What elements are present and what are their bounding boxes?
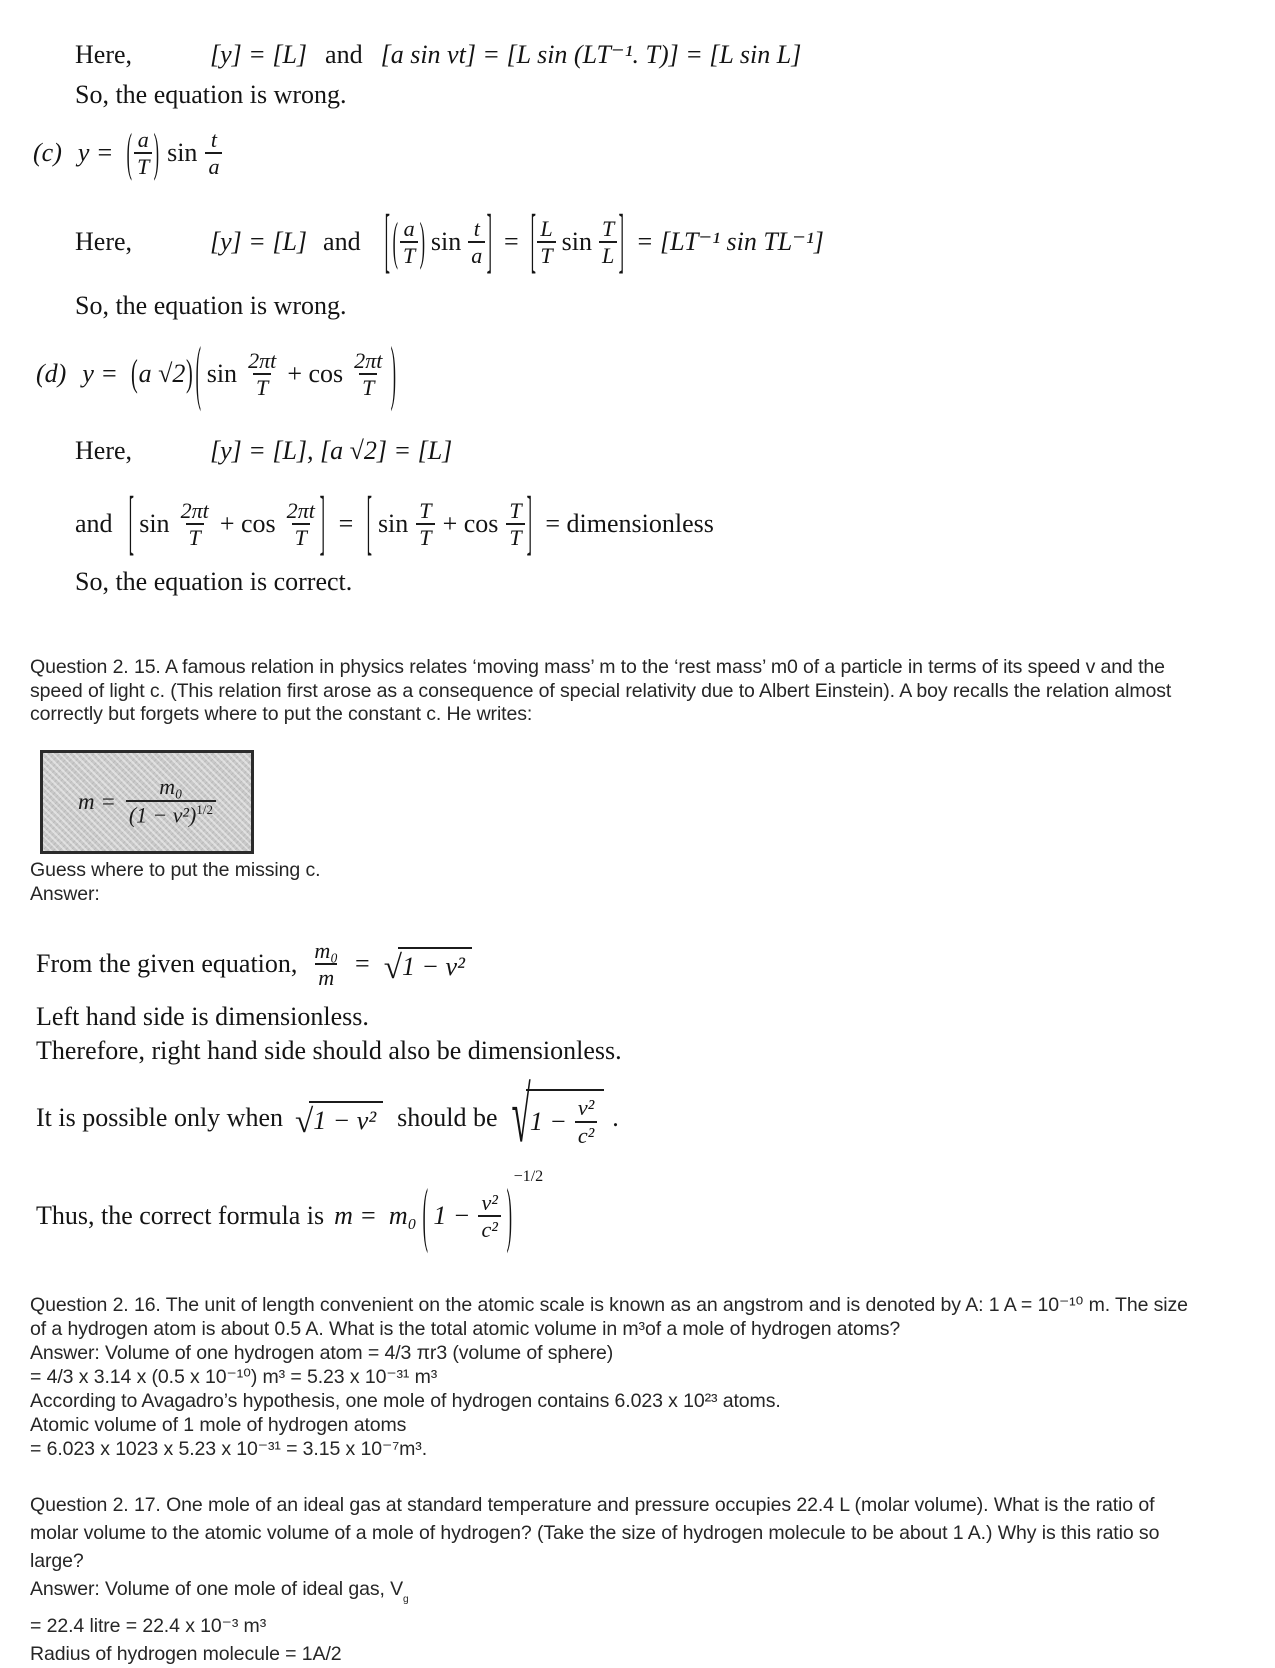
spacer bbox=[283, 1118, 295, 1119]
fraction bbox=[134, 128, 152, 179]
bracket-close: ] bbox=[319, 482, 325, 563]
paren-close: ) bbox=[186, 352, 194, 395]
spacer bbox=[383, 1118, 397, 1119]
guess-text: Guess where to put the missing c. bbox=[30, 859, 321, 881]
spacer bbox=[461, 242, 468, 243]
fraction-numerator: 2πt bbox=[286, 497, 315, 523]
sin-token: sin bbox=[561, 227, 592, 257]
spacer bbox=[118, 374, 130, 375]
fraction bbox=[599, 217, 617, 268]
spacer bbox=[324, 1216, 334, 1217]
fraction-numerator: 2πt bbox=[354, 347, 383, 373]
amplitude-token: a √2 bbox=[138, 359, 186, 389]
math-lhs: y = bbox=[82, 359, 118, 389]
spacer bbox=[519, 242, 529, 243]
spacer bbox=[327, 524, 339, 525]
and-word: and bbox=[325, 40, 363, 69]
math-expression: = [LT⁻¹ sin TL⁻¹] bbox=[635, 227, 824, 257]
fraction-denominator: T bbox=[134, 152, 152, 178]
spacer bbox=[363, 54, 381, 55]
plus-cos-token: + cos bbox=[287, 359, 344, 389]
fraction-numerator: v² bbox=[481, 1189, 498, 1215]
fraction-numerator: T bbox=[419, 497, 432, 523]
fraction bbox=[575, 1096, 597, 1147]
spacer bbox=[279, 374, 287, 375]
conclusion-text: So, the equation is correct. bbox=[75, 567, 353, 596]
item-label: (d) bbox=[36, 359, 67, 389]
fraction-denominator: T bbox=[359, 373, 377, 399]
fraction bbox=[311, 939, 341, 990]
paren-close: ) bbox=[391, 332, 397, 413]
answer-line: Radius of hydrogen molecule = 1A/2 bbox=[30, 1642, 342, 1665]
equation-c bbox=[33, 113, 222, 193]
spacer bbox=[237, 374, 245, 375]
question-line: large? bbox=[30, 1550, 84, 1572]
square-root bbox=[383, 947, 472, 986]
conclusion-wrong-b bbox=[75, 291, 347, 321]
spacer bbox=[385, 374, 389, 375]
math-expression: [y] = [L], [a √2] = [L] bbox=[210, 436, 453, 466]
solution-line-here-c bbox=[75, 428, 452, 474]
lead-text: It is possible only when bbox=[36, 1103, 283, 1133]
lead-text: From the given equation, bbox=[36, 949, 298, 979]
solution-line-here-b bbox=[75, 196, 824, 288]
answer-label bbox=[30, 883, 100, 907]
equals-sign: = bbox=[355, 949, 370, 979]
radical-icon: √ bbox=[295, 1102, 314, 1140]
spacer bbox=[212, 524, 220, 525]
fraction-numerator: T bbox=[601, 215, 615, 241]
spacer bbox=[361, 242, 383, 243]
answer-line bbox=[30, 1575, 1159, 1612]
paren-open: ( bbox=[127, 122, 133, 182]
spacer bbox=[370, 964, 384, 965]
spacer bbox=[592, 242, 599, 243]
fraction bbox=[205, 128, 222, 179]
m-equals: m = bbox=[334, 1201, 377, 1231]
fraction-denominator: T bbox=[400, 241, 418, 267]
fraction-denominator: T bbox=[506, 523, 524, 549]
spacer bbox=[307, 242, 323, 243]
question-line: Question 2. 16. The unit of length convenient on the atomic scale is known as an angstrom and is denoted by A: 1 A = 10⁻¹⁰ m. The size bbox=[30, 1294, 1188, 1316]
question-line: molar volume to the atomic volume of a mole of hydrogen? (Take the size of hydrogen molecule to be about 1 A.) Why is this ratio so bbox=[30, 1522, 1160, 1544]
statement-text: Therefore, right hand side should also be dimensionless. bbox=[36, 1036, 622, 1065]
denominator-exponent: 1/2 bbox=[196, 802, 214, 818]
radicand-prefix: 1 − bbox=[529, 1106, 567, 1136]
question-2-15 bbox=[30, 656, 1171, 727]
fraction-numerator: a bbox=[137, 126, 149, 152]
solution-line-here-a bbox=[75, 40, 801, 70]
question-2-17 bbox=[30, 1491, 1159, 1668]
exponent: −1/2 bbox=[513, 1168, 544, 1185]
fraction-denominator: m bbox=[315, 963, 337, 989]
bracket-close: ] bbox=[486, 200, 493, 281]
bracket-close: ] bbox=[526, 482, 532, 563]
subscript-g: g bbox=[403, 1593, 409, 1605]
math-expression: [a sin vt] = [L sin (LT⁻¹. T)] = [L sin L] bbox=[380, 40, 802, 69]
fraction-denominator: a bbox=[205, 152, 222, 178]
answer-line: = 4/3 x 3.14 x (0.5 x 10⁻¹⁰) m³ = 5.23 x 10⁻³¹ m³ bbox=[30, 1366, 438, 1388]
spacer bbox=[132, 242, 210, 243]
paren-open: ( bbox=[195, 332, 202, 413]
fraction bbox=[351, 349, 385, 400]
spacer bbox=[132, 54, 210, 55]
fraction-denominator: L bbox=[599, 241, 617, 267]
fraction-numerator: m₀ bbox=[159, 775, 183, 800]
question-line: correctly but forgets where to put the constant c. He writes: bbox=[30, 703, 533, 725]
fraction-denominator: c² bbox=[575, 1121, 597, 1147]
answer-gas-volume: Answer: Volume of one mole of ideal gas, V bbox=[30, 1578, 404, 1600]
spacer bbox=[297, 964, 311, 965]
fraction bbox=[478, 1191, 500, 1242]
fraction bbox=[416, 499, 434, 550]
possible-line bbox=[36, 1068, 619, 1168]
equation-d bbox=[36, 331, 398, 417]
bracket-open: [ bbox=[384, 200, 390, 281]
guess-line bbox=[30, 859, 320, 883]
radicand bbox=[526, 1089, 604, 1147]
fraction-denominator: T bbox=[537, 241, 555, 267]
spacer bbox=[343, 374, 351, 375]
fraction bbox=[468, 217, 485, 268]
lead-text: Thus, the correct formula is bbox=[36, 1201, 325, 1231]
item-label: (c) bbox=[33, 138, 62, 168]
spacer bbox=[501, 1216, 505, 1217]
spacer bbox=[197, 153, 205, 154]
spacer bbox=[341, 964, 355, 965]
answer-line: According to Avagadro’s hypothesis, one mole of hydrogen contains 6.023 x 10²³ atoms. bbox=[30, 1390, 781, 1412]
spacer bbox=[498, 524, 506, 525]
answer-line: Answer: Volume of one hydrogen atom = 4/3 πr3 (volume of sphere) bbox=[30, 1342, 614, 1364]
equals-sign: = bbox=[503, 227, 519, 257]
spacer bbox=[307, 54, 325, 55]
answer-line: Atomic volume of 1 mole of hydrogen atoms bbox=[30, 1414, 407, 1436]
paren-close: ) bbox=[506, 1174, 512, 1255]
spacer bbox=[113, 524, 127, 525]
fraction-denominator: c² bbox=[478, 1215, 500, 1241]
paren-open: ( bbox=[422, 1174, 428, 1255]
spacer bbox=[62, 153, 78, 154]
bracket-close: ] bbox=[618, 200, 625, 281]
here-label: Here, bbox=[75, 436, 133, 466]
question-2-16 bbox=[30, 1293, 1188, 1461]
paren-open: ( bbox=[130, 352, 138, 395]
thus-line bbox=[36, 1168, 544, 1260]
spacer bbox=[113, 153, 125, 154]
spacer bbox=[494, 242, 504, 243]
conclusion-text: So, the equation is wrong. bbox=[75, 80, 347, 109]
radical-icon: √ bbox=[511, 1073, 531, 1161]
statement-text: Left hand side is dimensionless. bbox=[36, 1002, 369, 1031]
from-equation-line bbox=[36, 924, 472, 1004]
mid-text: should be bbox=[397, 1103, 498, 1133]
spacer bbox=[626, 242, 636, 243]
sin-token: sin bbox=[206, 359, 238, 389]
square-root-tall bbox=[511, 1073, 605, 1161]
fraction bbox=[245, 349, 279, 400]
answer-line: = 6.023 x 1023 x 5.23 x 10⁻³¹ = 3.15 x 10⁻⁷m³. bbox=[30, 1438, 428, 1460]
fraction-denominator: T bbox=[292, 523, 310, 549]
fraction-numerator: m₀ bbox=[314, 937, 339, 963]
lhs-dimensionless-line bbox=[36, 1002, 369, 1032]
boxed-formula bbox=[40, 750, 254, 854]
fraction bbox=[126, 776, 216, 828]
and-word: and bbox=[323, 227, 361, 257]
question-line: Question 2. 15. A famous relation in physics relates ‘moving mass’ m to the ‘rest mass’ m0 of a particle in terms of its speed v and the bbox=[30, 656, 1165, 678]
fraction-numerator: T bbox=[509, 497, 522, 523]
math-expression: [y] = [L] bbox=[210, 40, 308, 69]
formula-lhs: m = bbox=[77, 789, 116, 814]
equals-sign: = bbox=[338, 509, 354, 539]
bracket-open: [ bbox=[128, 482, 134, 563]
question-line: speed of light c. (This relation first arose as a consequence of special relativity due to Albert Einstein). A boy recalls the relation almost bbox=[30, 679, 1172, 702]
fraction-numerator: 2πt bbox=[248, 347, 277, 373]
question-line: Question 2. 17. One mole of an ideal gas at standard temperature and pressure occupies 22.4 L (molar volume). What is the ratio of bbox=[30, 1494, 1155, 1516]
rhs-dimensionless-line bbox=[36, 1036, 622, 1066]
here-label: Here, bbox=[75, 40, 133, 69]
conclusion-wrong-a bbox=[75, 80, 347, 110]
fraction-numerator: v² bbox=[577, 1095, 595, 1121]
fraction-denominator: T bbox=[186, 523, 204, 549]
denominator-base: (1 − v²) bbox=[128, 803, 197, 828]
radical-icon: √ bbox=[383, 948, 402, 986]
spacer bbox=[498, 1118, 512, 1119]
question-line: of a hydrogen atom is about 0.5 A. What is the total atomic volume in m³of a mole of hydrogen atoms? bbox=[30, 1318, 901, 1340]
fraction-denominator: T bbox=[253, 373, 271, 399]
bracket-open: [ bbox=[530, 200, 536, 281]
radicand: 1 − v² bbox=[398, 947, 472, 982]
here-label: Here, bbox=[75, 227, 133, 257]
fraction-denominator bbox=[126, 800, 216, 827]
sin-token: sin bbox=[377, 509, 409, 539]
sin-token: sin bbox=[430, 227, 462, 257]
paren-close: ) bbox=[419, 211, 426, 271]
fraction-numerator: L bbox=[540, 215, 553, 241]
spacer bbox=[533, 524, 545, 525]
plus-cos-token: + cos bbox=[442, 509, 499, 539]
sin-token: sin bbox=[167, 138, 198, 168]
spacer bbox=[377, 1216, 389, 1217]
conclusion-correct bbox=[75, 567, 352, 597]
radicand: 1 − v² bbox=[309, 1101, 383, 1136]
conclusion-text: So, the equation is wrong. bbox=[75, 291, 347, 320]
spacer bbox=[417, 1216, 421, 1217]
fraction bbox=[178, 499, 212, 550]
answer-line: = 22.4 litre = 22.4 x 10⁻³ m³ bbox=[30, 1614, 267, 1637]
spacer bbox=[170, 524, 178, 525]
fraction-denominator: a bbox=[468, 241, 485, 267]
fraction-numerator: t bbox=[473, 215, 480, 241]
fraction-denominator: T bbox=[416, 523, 434, 549]
math-lhs: y = bbox=[77, 138, 114, 168]
spacer bbox=[470, 1216, 478, 1217]
fraction-numerator: a bbox=[403, 215, 415, 241]
fraction bbox=[400, 217, 418, 268]
fraction bbox=[506, 499, 524, 550]
fraction bbox=[537, 217, 555, 268]
fraction-numerator: t bbox=[210, 126, 218, 152]
period-token: . bbox=[612, 1103, 619, 1133]
math-expression: [y] = [L] bbox=[210, 227, 308, 257]
solution-line-and bbox=[75, 480, 714, 568]
sin-token: sin bbox=[139, 509, 170, 539]
spacer bbox=[604, 1118, 612, 1119]
square-root bbox=[295, 1101, 383, 1140]
and-word: and bbox=[75, 509, 113, 539]
paren-open: ( bbox=[392, 211, 399, 271]
paren-close: ) bbox=[154, 122, 160, 182]
spacer bbox=[132, 451, 210, 452]
spacer bbox=[435, 524, 443, 525]
spacer bbox=[276, 524, 284, 525]
fraction-numerator: 2πt bbox=[180, 497, 209, 523]
fraction bbox=[284, 499, 318, 550]
spacer bbox=[353, 524, 365, 525]
dimensionless-text: = dimensionless bbox=[545, 509, 714, 539]
answer-label-text: Answer: bbox=[30, 883, 100, 905]
m0-token: m₀ bbox=[388, 1201, 417, 1231]
bracket-open: [ bbox=[366, 482, 373, 563]
inner-prefix: 1 − bbox=[433, 1201, 471, 1231]
spacer bbox=[408, 524, 416, 525]
spacer bbox=[66, 374, 82, 375]
plus-cos-token: + cos bbox=[219, 509, 276, 539]
